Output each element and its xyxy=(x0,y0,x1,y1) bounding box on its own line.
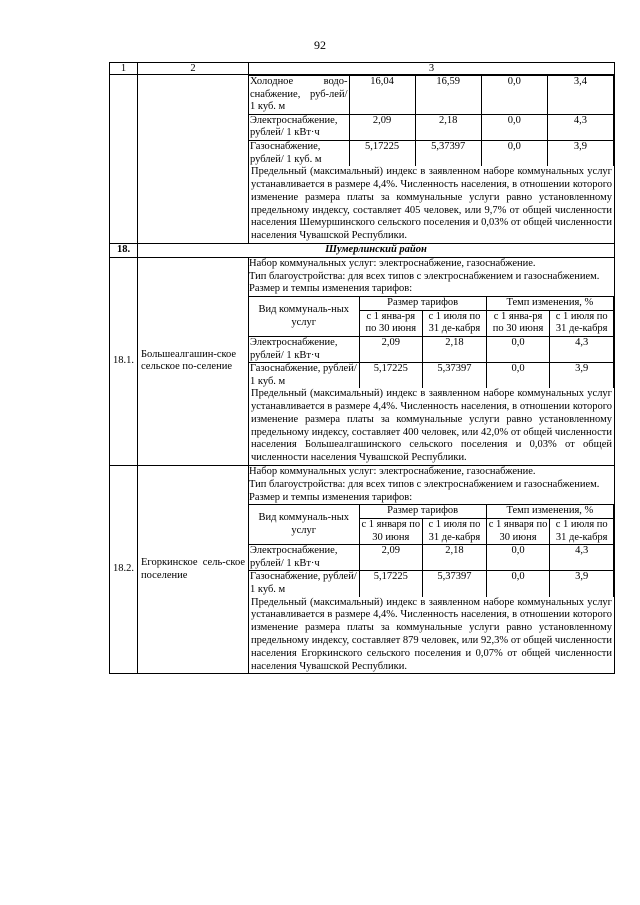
page-number: 92 xyxy=(314,38,326,52)
tariff-value: 2,09 xyxy=(359,336,423,362)
tariff-row xyxy=(249,336,614,362)
tariff-value: 0,0 xyxy=(486,336,550,362)
tariff-size-label: Размер и темпы изменения тарифов: xyxy=(249,491,413,503)
tariff-value: 0,0 xyxy=(486,545,550,571)
services-set-text: Набор коммунальных услуг: электроснабжение, газоснабжение. xyxy=(249,257,536,269)
rate-header: Темп изменения, % xyxy=(486,505,613,519)
column-header: 1 xyxy=(110,63,138,75)
period-header: с 1 янва-ря по 30 июня xyxy=(486,310,550,336)
size-header: Размер тарифов xyxy=(359,505,486,519)
service-name: Электроснабжение, рублей/ 1 кВт·ч xyxy=(249,336,359,362)
tariff-row xyxy=(249,114,614,140)
period-header: с 1 июля по 31 де-кабря xyxy=(550,519,614,545)
tariff-value: 16,04 xyxy=(349,76,415,115)
column-header: 3 xyxy=(249,63,615,75)
tariff-value: 0,0 xyxy=(486,363,550,389)
tariff-value: 3,9 xyxy=(550,571,614,597)
tariff-value: 4,3 xyxy=(547,114,613,140)
settlement-row xyxy=(110,466,615,674)
tariff-value: 4,3 xyxy=(550,336,614,362)
tariff-value: 5,37397 xyxy=(423,363,487,389)
settlement-row xyxy=(110,257,615,465)
tariff-value: 3,4 xyxy=(547,76,613,115)
service-name: Холодное водо-снабжение, руб-лей/ 1 куб. м xyxy=(249,76,349,115)
tariff-value: 2,18 xyxy=(423,336,487,362)
settlement-tariff-table xyxy=(249,504,614,596)
amenity-text: Тип благоустройства: для всех типов с электроснабжением и газоснабжением. xyxy=(249,478,600,490)
tariff-value: 2,18 xyxy=(415,114,481,140)
tariff-value: 2,18 xyxy=(423,545,487,571)
service-name: Электроснабжение, рублей/ 1 кВт·ч xyxy=(249,545,359,571)
tariff-value: 2,09 xyxy=(349,114,415,140)
index-paragraph: Предельный (максимальный) индекс в заявленном наборе коммунальных услуг устанавливается в размере 4,4%. Численность населения, в отношении которого изменение размера платы за коммунальные услуги равно установленному предельному индексу, составляет 879 человек, или 92,3% от общей численности населения Егоркинского сельского поселения и 0,07% от общей численности населения Чувашской Республики. xyxy=(251,596,612,672)
tariff-row xyxy=(249,363,614,389)
column-header-row xyxy=(110,63,615,75)
period-header: с 1 июля по 31 де-кабря xyxy=(550,310,614,336)
tariff-row xyxy=(249,545,614,571)
rate-header: Темп изменения, % xyxy=(486,297,613,311)
period-header: с 1 июля по 31 де-кабря xyxy=(423,310,487,336)
period-header: с 1 июля по 31 де-кабря xyxy=(423,519,487,545)
tariff-value: 2,09 xyxy=(359,545,423,571)
tariff-value: 3,9 xyxy=(547,140,613,166)
continuation-tariff-table xyxy=(249,75,614,166)
service-header: Вид коммуналь-ных услуг xyxy=(249,297,359,337)
tariff-row xyxy=(249,571,614,597)
period-header: с 1 янва-ря по 30 июня xyxy=(359,310,423,336)
district-row xyxy=(110,243,615,257)
tariff-value: 3,9 xyxy=(550,363,614,389)
tariff-size-label: Размер и темпы изменения тарифов: xyxy=(249,283,413,295)
service-name: Электроснабжение, рублей/ 1 кВт·ч xyxy=(249,114,349,140)
settlement-number: 18.2. xyxy=(110,466,138,674)
size-header: Размер тарифов xyxy=(359,297,486,311)
tariff-value: 0,0 xyxy=(481,76,547,115)
tariff-row xyxy=(249,140,614,166)
tariff-value: 5,17225 xyxy=(359,571,423,597)
continuation-row xyxy=(110,75,615,244)
amenity-text: Тип благоустройства: для всех типов с электроснабжением и газоснабжением. xyxy=(249,270,600,282)
tariff-row xyxy=(249,76,614,115)
column-header: 2 xyxy=(138,63,249,75)
tariff-value: 5,37397 xyxy=(415,140,481,166)
settlement-name: Большеалгашин-ское сельское по-селение xyxy=(138,257,249,465)
tariff-value: 16,59 xyxy=(415,76,481,115)
settlement-number: 18.1. xyxy=(110,257,138,465)
tariff-table xyxy=(109,62,615,674)
service-name: Газоснабжение, рублей/ 1 куб. м xyxy=(249,140,349,166)
tariff-value: 4,3 xyxy=(550,545,614,571)
tariff-value: 5,37397 xyxy=(423,571,487,597)
settlement-tariff-table xyxy=(249,296,614,388)
index-paragraph: Предельный (максимальный) индекс в заявленном наборе коммунальных услуг устанавливается в размере 4,4%. Численность населения, в отношении которого изменение размера платы за коммунальные услуги равно установленному предельному индексу, составляет 405 человек, или 9,7% от общей численности населения Шемуршинского сельского поселения и 0,03% от общей численности населения Чувашской Республики. xyxy=(251,166,612,242)
tariff-value: 0,0 xyxy=(481,114,547,140)
service-name: Газоснабжение, рублей/ 1 куб. м xyxy=(249,571,359,597)
index-paragraph: Предельный (максимальный) индекс в заявленном наборе коммунальных услуг устанавливается в размере 4,4%. Численность населения, в отношении которого изменение размера платы за коммунальные услуги равно установленному предельному индексу, составляет 400 человек, или 42,0% от общей численности населения Большеалгашинского сельского поселения и 0,03% от общей численности населения Чувашской Республики. xyxy=(251,388,612,464)
district-number: 18. xyxy=(110,243,138,257)
settlement-name: Егоркинское сель-ское поселение xyxy=(138,466,249,674)
period-header: с 1 января по 30 июня xyxy=(359,519,423,545)
district-name: Шумерлинский район xyxy=(138,243,615,257)
service-header: Вид коммуналь-ных услуг xyxy=(249,505,359,545)
tariff-value: 0,0 xyxy=(486,571,550,597)
tariff-value: 5,17225 xyxy=(359,363,423,389)
service-name: Газоснабжение, рублей/ 1 куб. м xyxy=(249,363,359,389)
tariff-value: 0,0 xyxy=(481,140,547,166)
tariff-value: 5,17225 xyxy=(349,140,415,166)
period-header: с 1 января по 30 июня xyxy=(486,519,550,545)
services-set-text: Набор коммунальных услуг: электроснабжение, газоснабжение. xyxy=(249,466,536,478)
